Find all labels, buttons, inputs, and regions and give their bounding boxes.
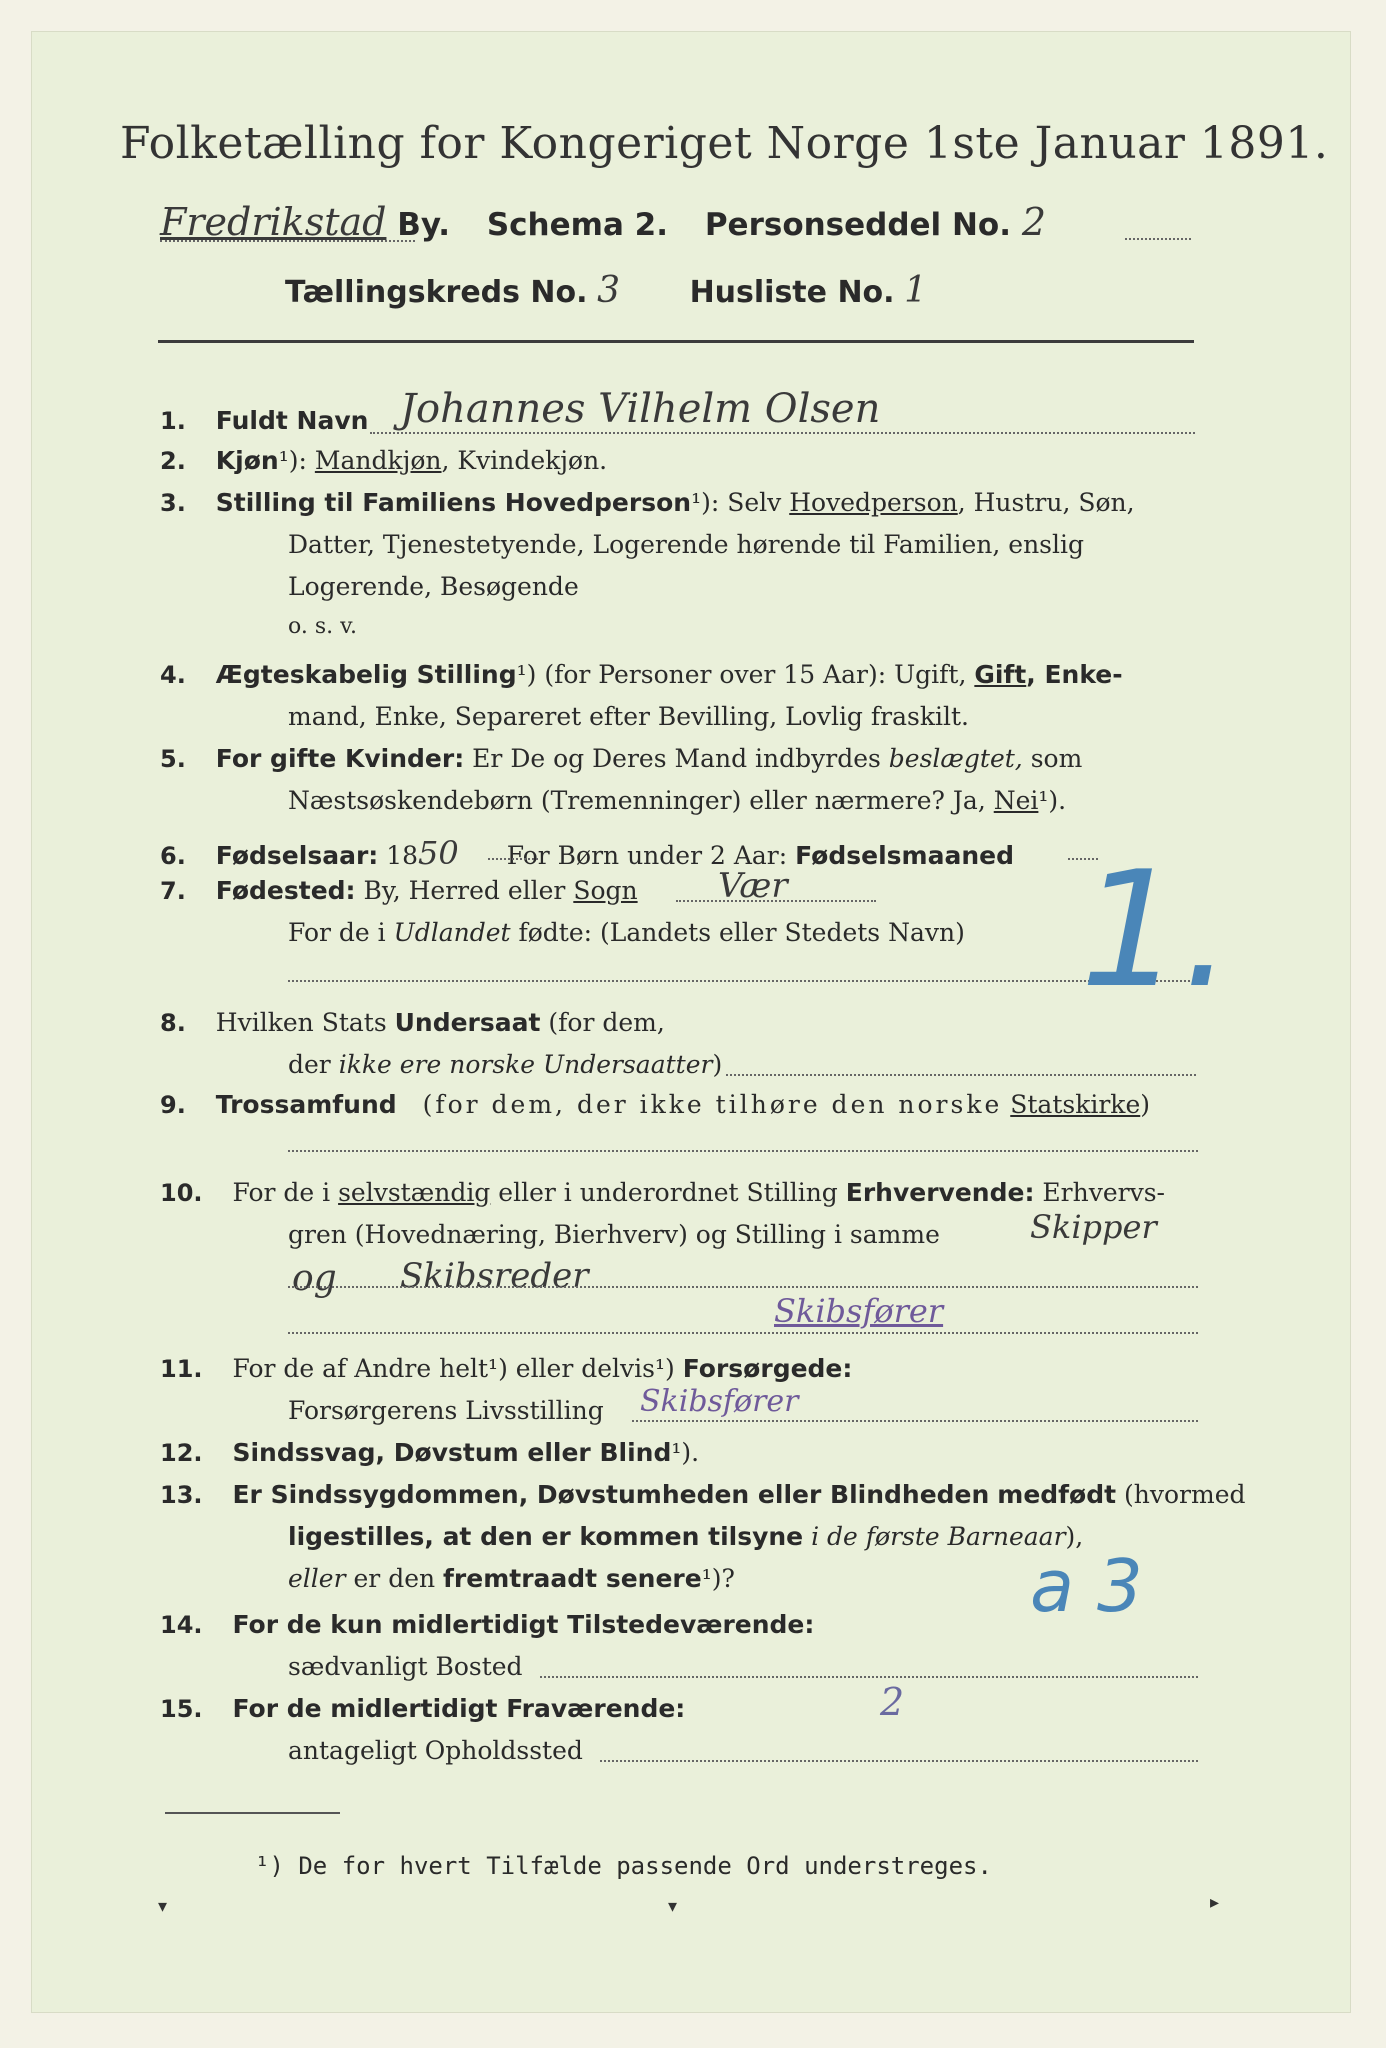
item-2 xyxy=(160,446,607,475)
item-label: medfødt xyxy=(997,1480,1117,1509)
item-label: Trossamfund xyxy=(215,1090,397,1119)
item-label: ligestilles, at den er kommen tilsyne xyxy=(288,1522,804,1551)
item-text: Selv xyxy=(727,488,782,517)
item-label: Stilling til Familiens Hovedperson xyxy=(215,488,692,517)
item-text: , Hustru, Søn, xyxy=(957,488,1135,517)
item-text: der xyxy=(288,1050,331,1079)
item-number: 13. xyxy=(160,1481,203,1509)
item-text: For de i xyxy=(232,1178,331,1207)
item-text: eller xyxy=(288,1564,346,1593)
bottom-mark-right: ▸ xyxy=(1210,1892,1220,1913)
item-label: Fødselsmaaned xyxy=(795,841,1014,870)
provider-occupation-value: Skibsfører xyxy=(640,1384,799,1419)
item-number: 6. xyxy=(160,842,186,870)
item-text: (for Personer over 15 Aar): Ugift, xyxy=(544,660,967,689)
item-4-line-2: mand, Enke, Separeret efter Bevilling, Lovlig fraskilt. xyxy=(288,702,969,731)
annotation-a3: a 3 xyxy=(1030,1544,1143,1628)
item-text: ikke ere norske Undersaatter xyxy=(338,1050,713,1079)
occupation-value-1: Skipper xyxy=(1030,1208,1157,1246)
item-label: Erhvervende: xyxy=(845,1178,1035,1207)
header-line-2 xyxy=(285,270,927,311)
item-label: Forsørgede: xyxy=(682,1354,853,1383)
footnote-ref: ¹)? xyxy=(701,1564,735,1593)
item-number: 14. xyxy=(160,1611,203,1639)
footnote-text: ¹) De for hvert Tilfælde passende Ord understreges. xyxy=(255,1852,992,1880)
item-text: beslægtet, xyxy=(888,744,1023,773)
item-text: Udlandet xyxy=(393,918,511,947)
item-10 xyxy=(160,1178,1165,1207)
item-8-line-2 xyxy=(288,1050,722,1079)
occupation-value-2: og xyxy=(292,1258,337,1299)
kreds-value: 3 xyxy=(597,270,621,311)
item-text: som xyxy=(1030,744,1083,773)
birthplace-value: Vær xyxy=(718,866,788,906)
item-label: Fødselsaar: xyxy=(215,841,379,870)
item-label: Fuldt Navn xyxy=(215,406,369,435)
item-number: 4. xyxy=(160,661,186,689)
item-label: For de kun midlertidigt Tilstedeværende: xyxy=(232,1610,815,1639)
bottom-mark-left: ▾ xyxy=(158,1896,168,1917)
header-line-1 xyxy=(160,200,1046,244)
item-text: ), xyxy=(1065,1522,1084,1551)
item-13-line-3 xyxy=(288,1564,735,1593)
item-number: 2. xyxy=(160,447,186,475)
item-text: (for dem, xyxy=(548,1008,665,1037)
item-13 xyxy=(160,1480,1246,1509)
item-label: Fødested: xyxy=(215,876,356,905)
related-option-no: Nei xyxy=(993,786,1039,815)
item-number: 11. xyxy=(160,1355,203,1383)
kreds-label: Tællingskreds No. xyxy=(285,275,588,310)
item-label: Ægteskabelig Stilling xyxy=(215,660,517,689)
item-11-line-2: Forsørgerens Livsstilling xyxy=(288,1396,604,1425)
item-number: 15. xyxy=(160,1695,203,1723)
birth-year-value: 50 xyxy=(418,834,459,872)
item-text: By, Herred eller xyxy=(363,876,566,905)
schema-label: Schema 2. xyxy=(486,207,669,243)
item-15-line-2: antageligt Opholdssted xyxy=(288,1736,583,1765)
item-text: For Børn under 2 Aar: xyxy=(506,841,788,870)
footnote-ref: ¹). xyxy=(671,1438,700,1467)
footnote-ref: ¹): xyxy=(278,446,307,475)
item-8 xyxy=(160,1008,665,1037)
item-7-line-2 xyxy=(288,918,965,947)
item-text: i de første Barneaar xyxy=(811,1522,1066,1551)
item-3-line-2: Datter, Tjenestetyende, Logerende hørende til Familien, enslig xyxy=(288,530,1085,559)
item-number: 12. xyxy=(160,1439,203,1467)
item-text: (hvormed xyxy=(1124,1480,1246,1509)
item-14 xyxy=(160,1610,814,1639)
item-11 xyxy=(160,1354,852,1383)
item-text: er den xyxy=(353,1564,436,1593)
item-text: Næstsøskendebørn (Tremenninger) eller nærmere? Ja, xyxy=(288,786,986,815)
item-text: eller i underordnet Stilling xyxy=(498,1178,838,1207)
item-text: selvstændig xyxy=(338,1178,491,1207)
personseddel-label: Personseddel No. xyxy=(704,207,1011,243)
item-label: fremtraadt senere xyxy=(443,1564,702,1593)
item-15 xyxy=(160,1694,685,1723)
item-4 xyxy=(160,660,1123,689)
item-9 xyxy=(160,1090,1150,1119)
item-text: ) xyxy=(1140,1090,1151,1119)
birth-year-prefix: 18 xyxy=(386,841,419,870)
item-3-line-3: Logerende, Besøgende xyxy=(288,572,579,601)
item-label: For gifte Kvinder: xyxy=(215,744,465,773)
item-number: 3. xyxy=(160,489,186,517)
form-title: Folketælling for Kongeriget Norge 1ste Januar 1891. xyxy=(120,118,1329,169)
item-text: ) xyxy=(712,1050,723,1079)
item-text: (for dem, der ikke tilhøre den norske xyxy=(422,1090,1003,1119)
item-text: For de af Andre helt xyxy=(232,1354,489,1383)
annotation-two: 2 xyxy=(880,1680,905,1724)
item-text: fødte: (Landets eller Stedets Navn) xyxy=(518,918,965,947)
item-number: 9. xyxy=(160,1091,186,1119)
item-label: Sindssvag, Døvstum eller Blind xyxy=(232,1438,672,1467)
item-5 xyxy=(160,744,1082,773)
item-10-line-2: gren (Hovednæring, Bierhverv) og Stilling i samme xyxy=(288,1220,940,1249)
marital-option-married: Gift xyxy=(974,660,1027,689)
footnote-ref: ¹). xyxy=(1038,786,1067,815)
item-number: 8. xyxy=(160,1009,186,1037)
item-text: , Enke- xyxy=(1026,660,1123,689)
item-5-line-2 xyxy=(288,786,1066,815)
item-text: Erhvervs- xyxy=(1042,1178,1165,1207)
item-number: 5. xyxy=(160,745,186,773)
item-1 xyxy=(160,406,368,435)
sex-option-male: Mandkjøn xyxy=(314,446,442,475)
item-text: Statskirke xyxy=(1010,1090,1141,1119)
item-label: Kjøn xyxy=(215,446,279,475)
item-14-line-2: sædvanligt Bosted xyxy=(288,1652,523,1681)
item-label: Undersaat xyxy=(394,1008,541,1037)
item-3-line-4: o. s. v. xyxy=(288,614,357,639)
city-suffix: By. xyxy=(397,207,451,243)
city-handwritten: Fredrikstad xyxy=(160,200,387,244)
birthplace-option-parish: Sogn xyxy=(573,876,638,905)
item-6 xyxy=(160,834,1014,872)
relation-option-head: Hovedperson xyxy=(789,488,958,517)
item-text: ¹) xyxy=(655,1354,675,1383)
item-number: 1. xyxy=(160,407,186,435)
item-13-line-2 xyxy=(288,1522,1083,1551)
item-text: Er De og Deres Mand indbyrdes xyxy=(472,744,881,773)
item-text: ¹) eller delvis xyxy=(488,1354,655,1383)
item-12 xyxy=(160,1438,699,1467)
footnote-ref: ¹) xyxy=(516,660,537,689)
personseddel-value: 2 xyxy=(1021,200,1046,244)
annotation-big-one: 1. xyxy=(1080,836,1233,1023)
husliste-label: Husliste No. xyxy=(689,275,895,310)
footnote-ref: ¹): xyxy=(691,488,720,517)
header-rule xyxy=(158,340,1194,343)
full-name-value: Johannes Vilhelm Olsen xyxy=(400,386,881,432)
bottom-mark-center: ▾ xyxy=(668,1896,678,1917)
sex-option-rest: , Kvindekjøn. xyxy=(441,446,608,475)
occupation-value-3: Skibsreder xyxy=(400,1256,589,1296)
item-3 xyxy=(160,488,1135,517)
occupation-value-4: Skibsfører xyxy=(774,1292,944,1330)
husliste-value: 1 xyxy=(904,270,928,311)
item-number: 7. xyxy=(160,877,186,905)
item-label: Er Sindssygdommen, Døvstumheden eller Blindheden xyxy=(232,1480,990,1509)
footnote-rule xyxy=(165,1812,340,1814)
item-text: Hvilken Stats xyxy=(215,1008,387,1037)
item-label: For de midlertidigt Fraværende: xyxy=(232,1694,686,1723)
item-number: 10. xyxy=(160,1179,203,1207)
item-text: For de i xyxy=(288,918,386,947)
item-7 xyxy=(160,876,638,905)
